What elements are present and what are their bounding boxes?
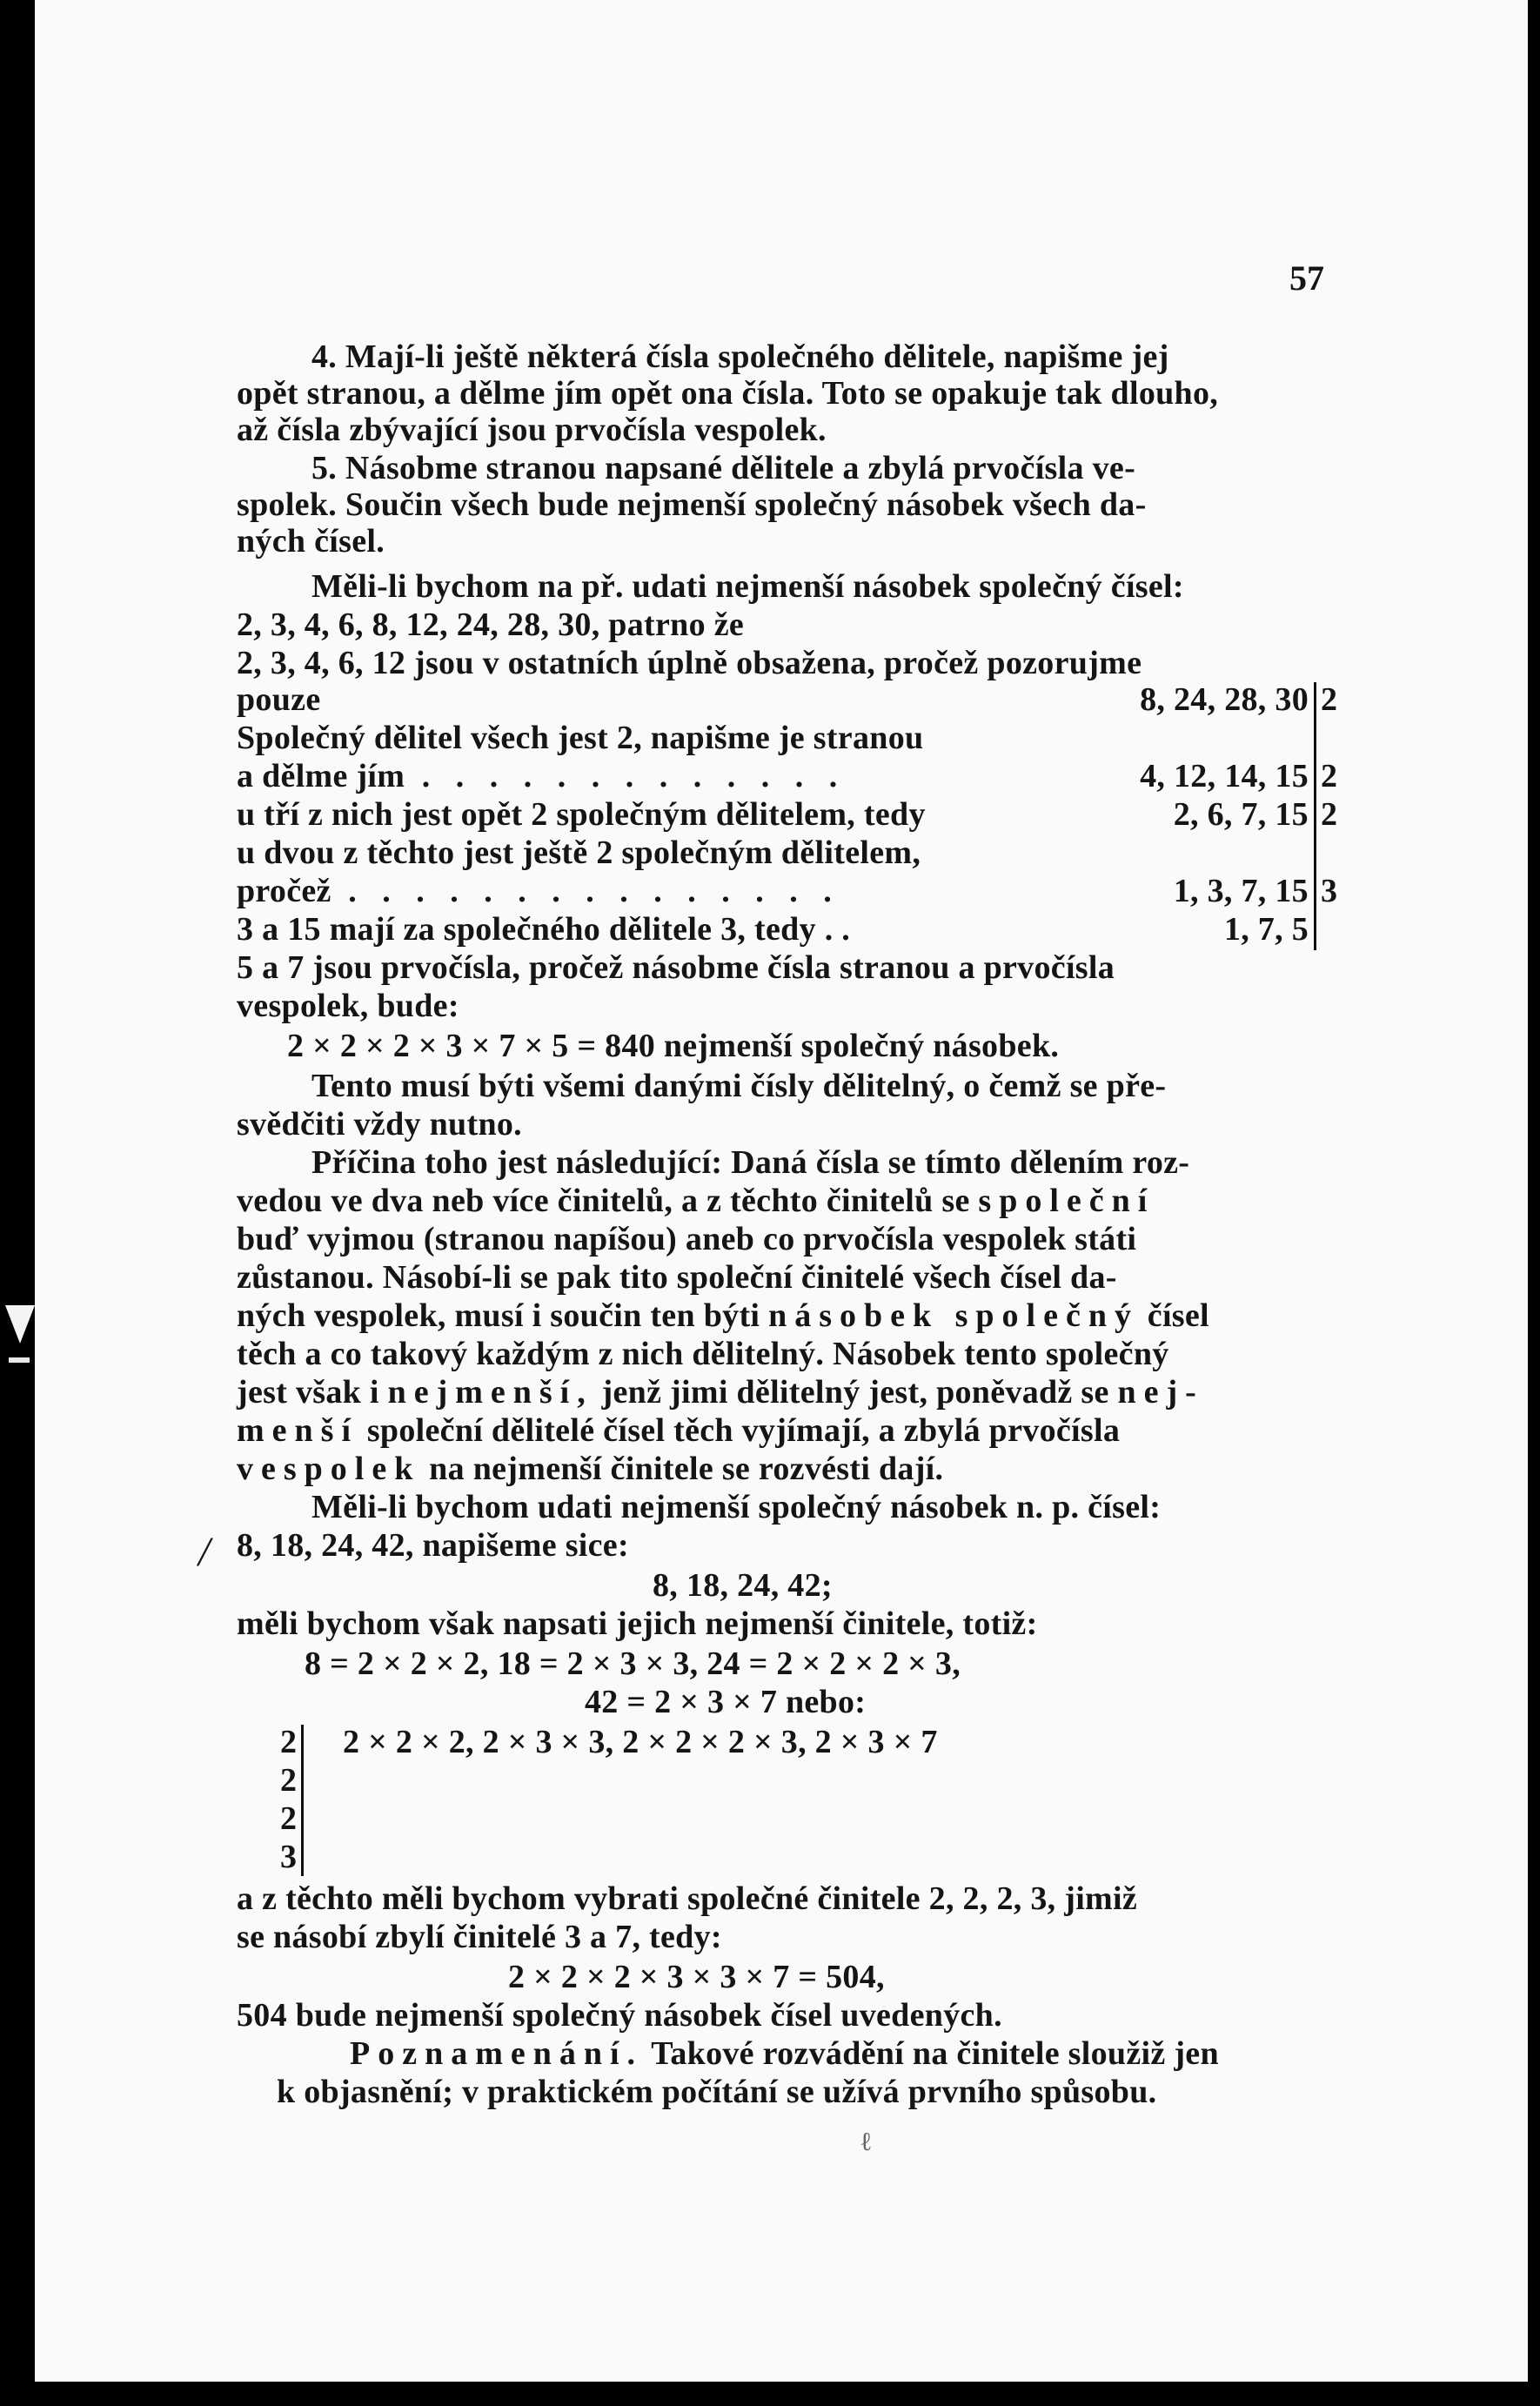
division-divisor: 2 [1321,758,1338,794]
scan-right-edge [1528,0,1540,2382]
text-line: spolek. Součin všech bude nejmenší společný násobek všech da- [237,486,1147,523]
text-span: a dělme jím [237,758,405,794]
text-line: Měli-li bychom udati nejmenší společný násobek n. p. čísel: [311,1489,1162,1525]
text-line: u dvou z těchto jest ještě 2 společným dělitelem, [237,834,921,871]
leader-dots: . . . . . . . . . . . . . . . [331,873,840,909]
text-span: společní dělitelé čísel těch vyjímají, a zbylá prvočísla [366,1412,1121,1449]
text-line: Příčina toho jest následující: Daná čísla se tímto dělením roz- [311,1144,1190,1181]
text-line [237,757,846,795]
factor-divisor: 2 [280,1800,297,1837]
spaced-emphasis: vespolek [237,1451,421,1487]
text-line: zůstanou. Násobí-li se pak tito společní činitelé všech čísel da- [237,1259,1117,1296]
text-line: ných čísel. [237,523,385,560]
leader-dots: . . . . . . . . . . . . . [405,758,847,794]
text-span: Takové rozvádění na činitele sloužiž jen [651,2035,1219,2072]
text-line: měli bychom však napsati jejich nejmenší činitele, totiž: [237,1605,1038,1642]
text-line: se násobí zbylí činitelé 3 a 7, tedy: [237,1919,722,1955]
text-span: čísel [1147,1297,1209,1334]
text-line [237,1411,1120,1450]
text-span: vedou ve dva neb více činitelů, a z těchto činitelů se [237,1183,970,1219]
ribbon-marker [5,1305,35,1344]
equation: 8, 18, 24, 42; [653,1567,833,1604]
division-divisor: 2 [1321,681,1338,718]
factor-divisor: 3 [280,1839,297,1875]
text-span: ných vespolek, musí i součin ten býti [237,1297,760,1334]
text-line: Tento musí býti všemi danými čísly dělitelný, o čemž se pře- [311,1068,1167,1104]
text-line: 504 bude nejmenší společný násobek čísel uvedených. [237,1997,1002,2034]
note-label: Poznamenání. [350,2035,644,2072]
text-line: vespolek, bude: [237,988,459,1024]
text-line [237,1450,943,1488]
text-line: svědčiti vždy nutno. [237,1106,522,1143]
text-line: 4. Mají-li ještě některá čísla společného dělitele, napišme jej [311,338,1169,375]
division-bar [1314,682,1316,950]
ink-speck: ℓ [860,2128,873,2156]
text-line [237,1297,1209,1335]
binding-spine [0,0,35,2406]
text-line: 2, 3, 4, 6, 12 jsou v ostatních úplně obsažena, pročež pozorujme [237,645,1142,681]
text-span: pročež [237,873,331,909]
spaced-emphasis: menší [237,1412,358,1449]
text-span: jenž jimi dělitelný jest, poněvadž se [601,1374,1109,1411]
division-row-numbers: 4, 12, 14, 15 [1140,758,1309,794]
book-page [35,0,1528,2382]
equation: 8 = 2 × 2 × 2, 18 = 2 × 3 × 3, 24 = 2 × 2 × 2 × 3, [305,1645,961,1682]
factor-bar [301,1725,304,1876]
text-span: 3 a 15 mají za společného dělitele 3, tedy [237,911,816,948]
page-number: 57 [1289,258,1324,298]
text-line [237,1182,1155,1220]
spaced-emphasis: nej- [1117,1374,1204,1411]
equation: 2 × 2 × 2, 2 × 3 × 3, 2 × 2 × 2 × 3, 2 × 3 × 7 [343,1724,938,1760]
text-line [237,910,850,948]
leader-dots: . . [815,911,851,948]
text-line: až čísla zbývající jsou prvočísla vespolek. [237,412,827,448]
factor-divisor: 2 [280,1724,297,1760]
text-line: 5 a 7 jsou prvočísla, pročež násobme čísla stranou a prvočísla [237,949,1115,986]
spaced-emphasis: nejmenší, [387,1374,593,1411]
text-line: u tří z nich jest opět 2 společným dělitelem, tedy [237,796,926,833]
scan-bottom-edge [0,2382,1540,2406]
division-row-numbers: 1, 7, 5 [1223,911,1309,948]
text-line: 5. Násobme stranou napsané dělitele a zbylá prvočísla ve- [311,450,1136,486]
equation: 2 × 2 × 2 × 3 × 3 × 7 = 504, [508,1959,885,1995]
text-line: buď vyjmou (stranou napíšou) aneb co prvočísla vespolek státi [237,1221,1137,1257]
division-divisor: 2 [1321,796,1338,833]
factor-divisor: 2 [280,1762,297,1799]
equation: 2 × 2 × 2 × 3 × 7 × 5 = 840 nejmenší společný násobek. [287,1028,1060,1064]
text-line [237,1373,1204,1411]
pencil-mark: / [198,1529,211,1575]
division-row-numbers: 8, 24, 28, 30 [1140,681,1309,718]
text-line: těch a co takový každým z nich dělitelný. Násobek tento společný [237,1336,1169,1372]
text-line: k objasnění; v praktickém počítání se užívá prvního spůsobu. [277,2074,1157,2110]
spaced-emphasis: násobek společný [768,1297,1139,1334]
text-line [350,2034,1219,2073]
text-line: opět stranou, a dělme jím opět ona čísla. Toto se opakuje tak dlouho, [237,375,1219,412]
ribbon-marker-edge [9,1357,30,1363]
equation: 42 = 2 × 3 × 7 nebo: [585,1684,867,1720]
text-span: jest však i [237,1374,379,1411]
text-line: 2, 3, 4, 6, 8, 12, 24, 28, 30, patrno že [237,607,745,643]
spaced-emphasis: společní [978,1183,1155,1219]
division-divisor: 3 [1321,873,1338,909]
text-line: pouze [237,681,321,718]
text-line: a z těchto měli bychom vybrati společné činitele 2, 2, 2, 3, jimiž [237,1880,1138,1917]
text-line: Měli-li bychom na př. udati nejmenší násobek společný čísel: [311,568,1184,605]
text-span: na nejmenší činitele se rozvésti dají. [429,1451,944,1487]
division-row-numbers: 2, 6, 7, 15 [1173,796,1309,833]
text-line: 8, 18, 24, 42, napišeme sice: [237,1527,629,1564]
text-line: Společný dělitel všech jest 2, napišme je stranou [237,720,924,756]
division-row-numbers: 1, 3, 7, 15 [1173,873,1309,909]
text-line [237,872,840,910]
